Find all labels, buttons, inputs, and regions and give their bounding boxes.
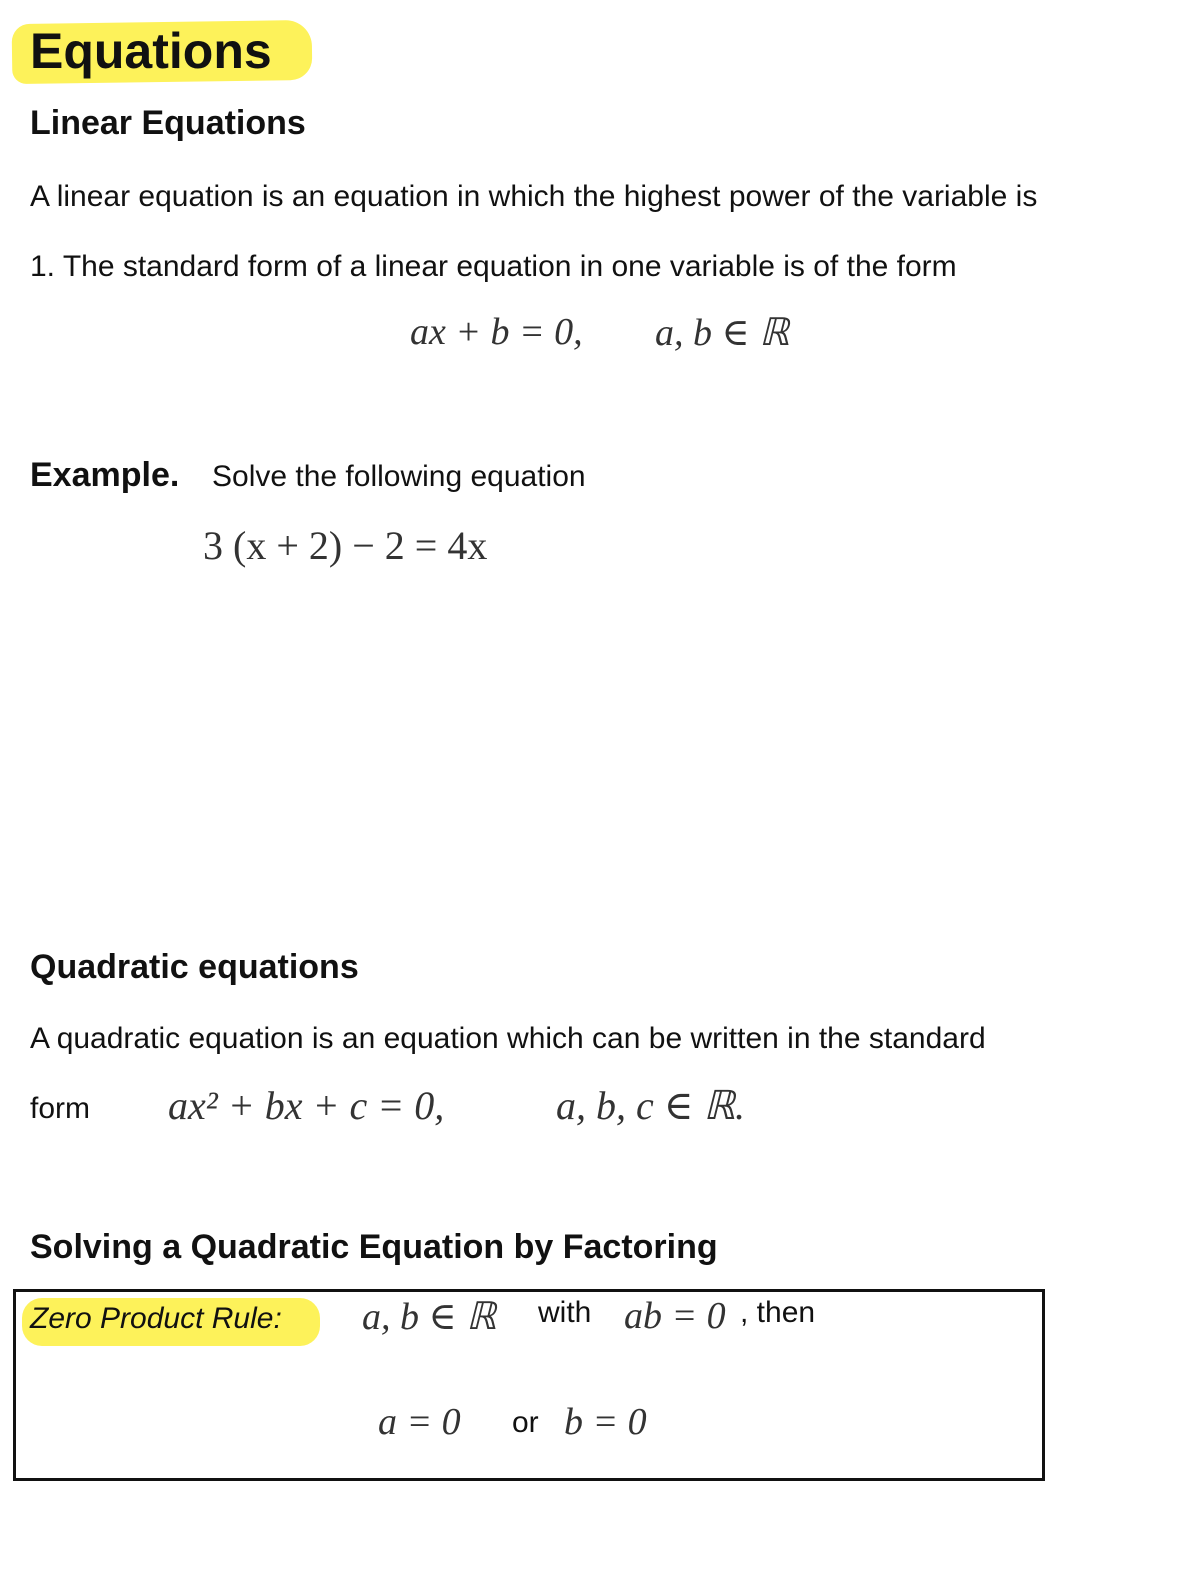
rule-condition-vars: a, b ∈ ℝ — [362, 1296, 497, 1338]
rule-condition-equation: ab = 0 — [624, 1295, 726, 1337]
zero-product-rule-label: Zero Product Rule: — [30, 1302, 282, 1335]
linear-coefficient-domain: a, b ∈ ℝ — [655, 312, 790, 354]
rule-result-a: a = 0 — [378, 1401, 461, 1443]
rule-result-b: b = 0 — [564, 1401, 647, 1443]
quadratic-standard-form: ax² + bx + c = 0, — [168, 1083, 445, 1128]
quadratic-coefficient-domain: a, b, c ∈ ℝ. — [556, 1083, 746, 1128]
factoring-heading: Solving a Quadratic Equation by Factoring — [30, 1228, 718, 1266]
rule-with-word: with — [538, 1296, 592, 1329]
rule-then-word: , then — [740, 1296, 816, 1329]
linear-heading: Linear Equations — [30, 104, 306, 142]
page-title: Equations — [30, 23, 272, 79]
example-text: Solve the following equation — [212, 460, 586, 493]
rule-or-word: or — [512, 1406, 539, 1439]
linear-standard-form: ax + b = 0, — [410, 311, 583, 353]
quadratic-heading: Quadratic equations — [30, 948, 359, 986]
quadratic-form-word: form — [30, 1092, 90, 1125]
example-label: Example. — [30, 456, 180, 494]
linear-paragraph-line2: 1. The standard form of a linear equation in one variable is of the form — [30, 250, 957, 283]
linear-paragraph-line1: A linear equation is an equation in which the highest power of the variable is — [30, 180, 1038, 213]
example-equation: 3 (x + 2) − 2 = 4x — [203, 523, 488, 568]
quadratic-paragraph-line1: A quadratic equation is an equation which can be written in the standard — [30, 1022, 986, 1055]
